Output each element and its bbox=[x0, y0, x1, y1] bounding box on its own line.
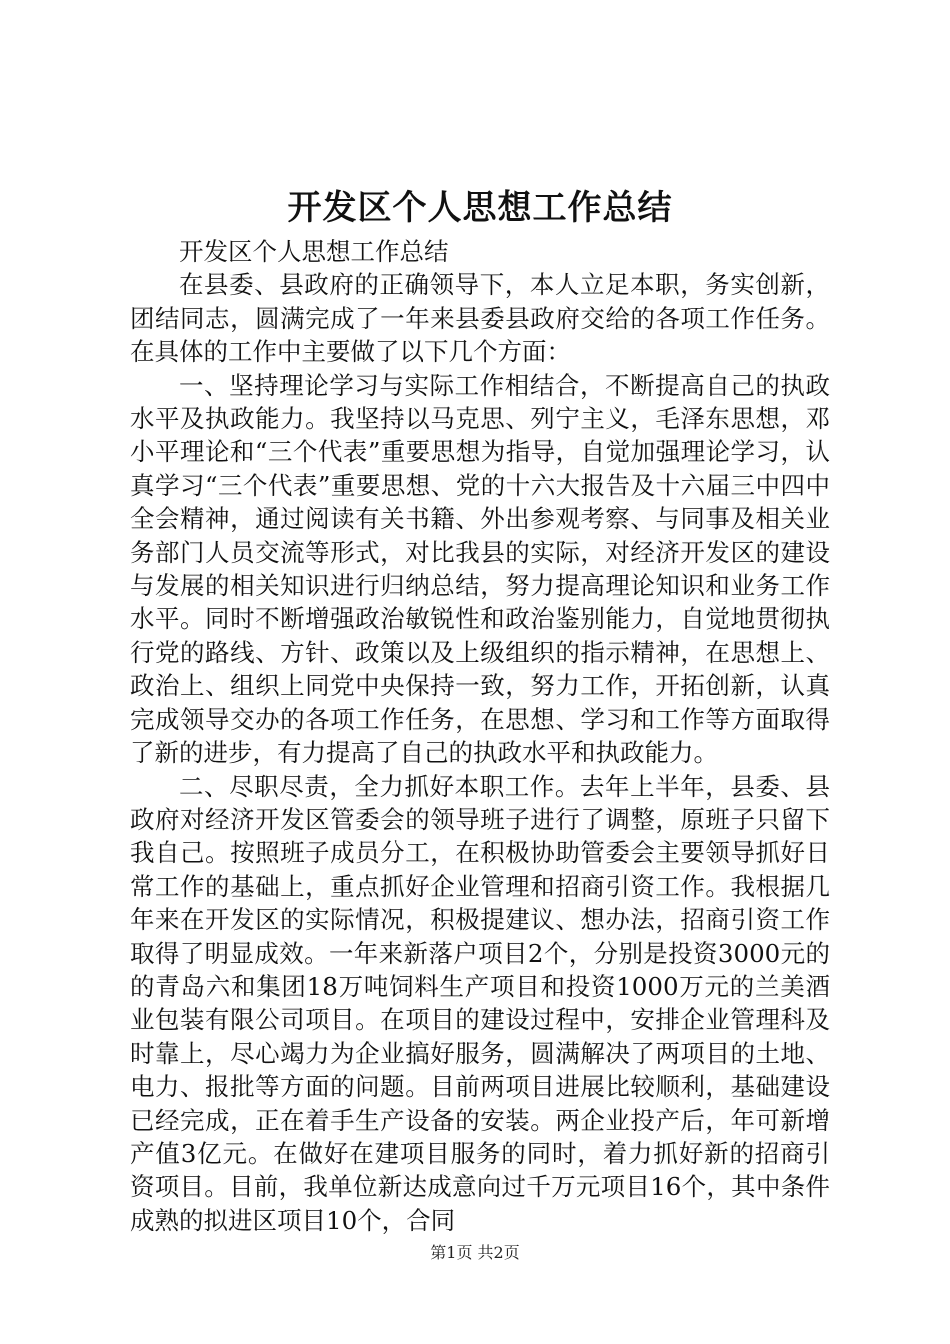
document-title: 开发区个人思想工作总结 bbox=[287, 188, 673, 228]
paragraph-section-one: 一、坚持理论学习与实际工作相结合，不断提高自己的执政水平及执政能力。我坚持以马克思、列宁主义，毛泽东思想，邓小平理论和“三个代表”重要思想为指导，自觉加强理论学习，认真学习“三个代表”重要思想、党的十六大报告及十六届三中四中全会精神，通过阅读有关书籍、外出参观考察、与同事及相关业务部门人员交流等形式，对比我县的实际，对经济开发区的建设与发展的相关知识进行归纳总结，努力提高理论知识和业务工作水平。同时不断增强政治敏锐性和政治鉴别能力，自觉地贯彻执行党的路线、方针、政策以及上级组织的指示精神，在思想上、政治上、组织上同党中央保持一致，努力工作，开拓创新，认真完成领导交办的各项工作任务，在思想、学习和工作等方面取得了新的进步，有力提高了自己的执政水平和执政能力。 bbox=[130, 370, 830, 768]
paragraph-subtitle: 开发区个人思想工作总结 bbox=[179, 237, 449, 266]
page-number-footer: 第1页 共2页 bbox=[430, 1243, 520, 1262]
paragraph-section-two: 二、尽职尽责，全力抓好本职工作。去年上半年，县委、县政府对经济开发区管委会的领导班子进行了调整，原班子只留下我自己。按照班子成员分工，在积极协助管委会主要领导抓好日常工作的基础上，重点抓好企业管理和招商引资工作。我根据几年来在开发区的实际情况，积极提建议、想办法，招商引资工作取得了明显成效。一年来新落户项目2个，分别是投资3000元的的青岛六和集团18万吨饲料生产项目和投资1000万元的兰美酒业包装有限公司项目。在项目的建设过程中，安排企业管理科及时靠上，尽心竭力为企业搞好服务，圆满解决了两项目的土地、电力、报批等方面的问题。目前两项目进展比较顺利，基础建设已经完成，正在着手生产设备的安装。两企业投产后，年可新增产值3亿元。在做好在建项目服务的同时，着力抓好新的招商引资项目。目前，我单位新达成意向过千万元项目16个，其中条件成熟的拟进区项目10个，合同 bbox=[130, 771, 830, 1235]
document-body bbox=[130, 235, 830, 1237]
paragraph-intro: 在县委、县政府的正确领导下，本人立足本职，务实创新，团结同志，圆满完成了一年来县委县政府交给的各项工作任务。在具体的工作中主要做了以下几个方面： bbox=[130, 270, 830, 367]
